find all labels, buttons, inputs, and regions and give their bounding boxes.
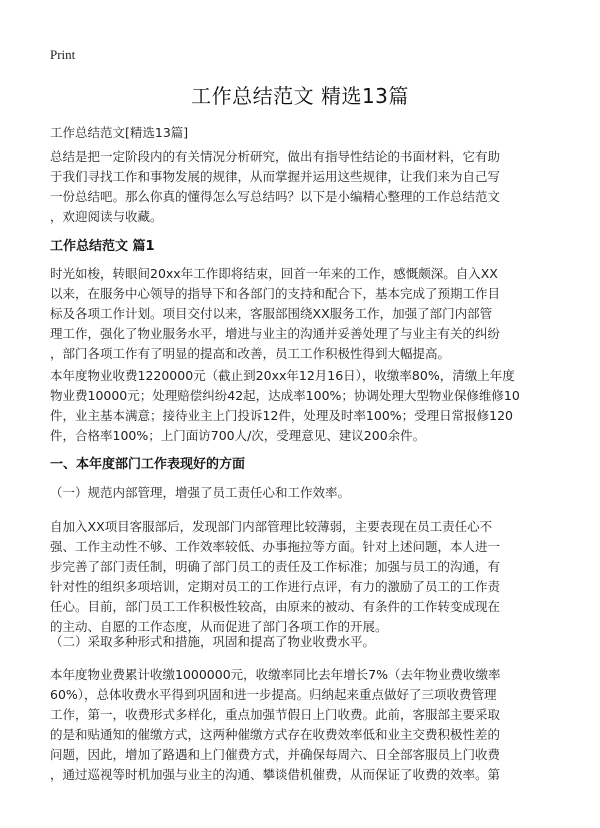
- text-line: 针对性的组织多项培训，定期对员工的工作进行点评，有力的激励了员工的工作责: [50, 579, 501, 594]
- text-line: 于我们寻找工作和事物发展的规律，从而掌握并运用这些规律，让我们来为自己写: [50, 169, 501, 184]
- text-line: （二）采取多种形式和措施，巩固和提高了物业收费水平。: [50, 634, 376, 649]
- text-line: ，欢迎阅读与收藏。: [50, 209, 163, 224]
- text-line: 的主动、自愿的工作态度，从而促进了部门各项工作的开展。: [50, 619, 388, 634]
- text-line: 强、工作主动性不够、工作效率较低、办事拖拉等方面。针对上述问题，本人进一: [50, 539, 501, 554]
- subsection-heading: 一、本年度部门工作表现好的方面: [50, 457, 246, 472]
- text-line: ，部门各项工作有了明显的提高和改善，员工工作积极性得到大幅提高。: [50, 346, 451, 361]
- subheading-1: [50, 483, 560, 503]
- intro-paragraph: [50, 147, 560, 227]
- print-link[interactable]: Print: [50, 47, 76, 62]
- text-line: 60%），总体收费水平得到巩固和进一步提高。归纳起来重点做好了三项收费管理: [50, 687, 497, 702]
- text-line: 以来，在服务中心领导的指导下和各部门的支持和配合下，基本完成了预期工作目: [50, 286, 501, 301]
- text-line: 标及各项工作计划。项目交付以来，客服部围绕XX服务工作，加强了部门内部管: [50, 306, 493, 321]
- text-line: 理工作，强化了物业服务水平，增进与业主的沟通并妥善处理了与业主有关的纠纷: [50, 326, 501, 341]
- subheading-2: [50, 632, 560, 652]
- text-line: 工作，第一，收费形式多样化，重点加强节假日上门收费。此前，客服部主要采取: [50, 707, 501, 722]
- text-line: 本年度物业收费1220000元（截止到20xx年12月16日），收缴率80%，清缴上年度: [50, 368, 515, 383]
- text-line: 物业费10000元；处理赔偿纠纷42起，达成率100%；协调处理大型物业保修维修10: [50, 388, 520, 403]
- text-line: 时光如梭，转眼间20xx年工作即将结束，回首一年来的工作，感慨颇深。自入XX: [50, 266, 498, 281]
- paragraph-3: [50, 517, 560, 637]
- text-line: 本年度物业费累计收缴1000000元，收缴率同比去年增长7%（去年物业费收缴率: [50, 667, 501, 682]
- text-line: 总结是把一定阶段内的有关情况分析研究，做出有指导性结论的书面材料，它有助: [50, 149, 501, 164]
- paragraph-4: [50, 665, 560, 785]
- text-line: 一份总结吧。那么你真的懂得怎么写总结吗？以下是小编精心整理的工作总结范文: [50, 189, 501, 204]
- text-line: 任心。目前，部门员工工作积极性较高，由原来的被动、有条件的工作转变成现在: [50, 599, 501, 614]
- text-line: 件，合格率100%；上门面访700人/次，受理意见、建议200余件。: [50, 428, 426, 443]
- page-title: 工作总结范文 精选13篇: [191, 84, 409, 108]
- text-line: ，通过巡视等时机加强与业主的沟通、攀谈借机催费，从而保证了收费的效率。第: [50, 767, 501, 782]
- text-line: 自加入XX项目客服部后，发现部门内部管理比较薄弱，主要表现在员工责任心不: [50, 519, 493, 534]
- section-heading: 工作总结范文 篇1: [50, 239, 155, 254]
- text-line: 件，业主基本满意；接待业主上门投诉12件，处理及时率100%；受理日常报修120: [50, 408, 514, 423]
- text-line: 的是和贴通知的催缴方式，这两种催缴方式存在收费效率低和业主交费积极性差的: [50, 727, 501, 742]
- paragraph-1: [50, 264, 560, 364]
- text-line: （一）规范内部管理，增强了员工责任心和工作效率。: [50, 485, 351, 500]
- document-subtitle: 工作总结范文[精选13篇]: [50, 125, 189, 140]
- text-line: 步完善了部门责任制，明确了部门员工的责任及工作标准；加强与员工的沟通，有: [50, 559, 501, 574]
- paragraph-2: [50, 366, 560, 446]
- text-line: 问题，因此，增加了路遇和上门催费方式，并确保每周六、日全部客服员上门收费: [50, 747, 501, 762]
